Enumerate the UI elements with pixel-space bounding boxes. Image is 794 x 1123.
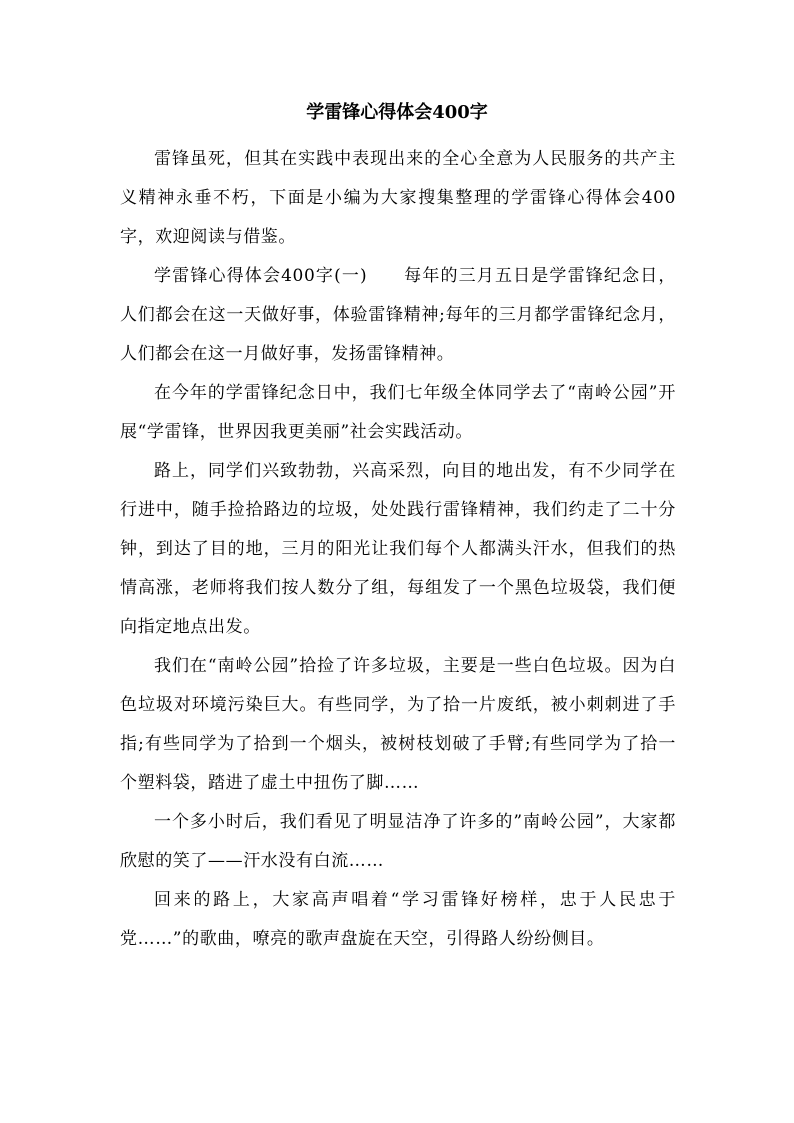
paragraph-on-the-way: 路上，同学们兴致勃勃，兴高采烈，向目的地出发，有不少同学在行进中，随手捡拾路边的垃圾，处处践行雷锋精神，我们约走了二十分钟，到达了目的地，三月的阳光让我们每个人都满头汗水，但我们的热情高涨，老师将我们按人数分了组，每组发了一个黑色垃圾袋，我们便向指定地点出发。 <box>120 461 676 637</box>
paragraph-intro: 雷锋虽死，但其在实践中表现出来的全心全意为人民服务的共产主义精神永垂不朽，下面是小编为大家搜集整理的学雷锋心得体会400字，欢迎阅读与借鉴。 <box>120 149 676 247</box>
document-body <box>120 140 676 959</box>
paragraph-picking-litter: 我们在“南岭公园”拾捡了许多垃圾，主要是一些白色垃圾。因为白色垃圾对环境污染巨大。有些同学，为了拾一片废纸，被小刺刺进了手指;有些同学为了拾到一个烟头，被树枝划破了手臂;有些同学为了拾一个塑料袋，踏进了虚土中扭伤了脚…… <box>120 656 676 793</box>
paragraph-park-activity: 在今年的学雷锋纪念日中，我们七年级全体同学去了“南岭公园”开展“学雷锋，世界因我更美丽”社会实践活动。 <box>120 383 676 442</box>
paragraph-returning: 回来的路上，大家高声唱着“学习雷锋好榜样，忠于人民忠于党……”的歌曲，嘹亮的歌声盘旋在天空，引得路人纷纷侧目。 <box>120 890 676 949</box>
paragraph-section-one: 学雷锋心得体会400字(一) 每年的三月五日是学雷锋纪念日，人们都会在这一天做好事，体验雷锋精神;每年的三月都学雷锋纪念月，人们都会在这一月做好事，发扬雷锋精神。 <box>120 266 676 364</box>
paragraph-clean-park: 一个多小时后，我们看见了明显洁净了许多的”南岭公园”，大家都欣慰的笑了——汗水没有白流…… <box>120 812 676 871</box>
document-title: 学雷锋心得体会400字 <box>306 102 488 123</box>
